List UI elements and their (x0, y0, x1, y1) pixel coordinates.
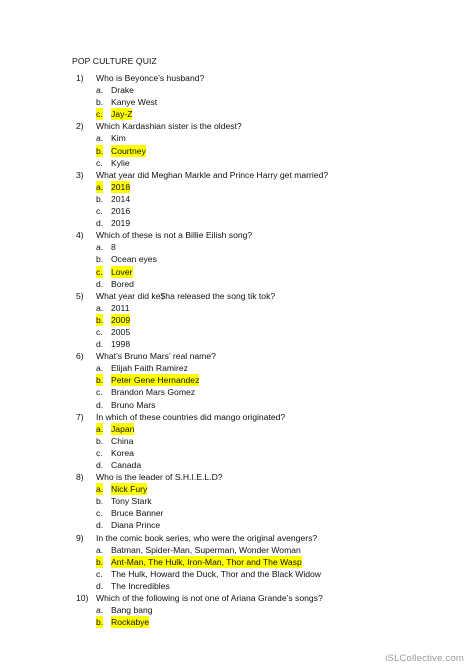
answer-option-highlighted (0, 314, 474, 326)
answer-option (0, 362, 474, 374)
option-text: Peter Gene Hernandez (111, 375, 200, 386)
option-letter: c. (96, 447, 103, 458)
question-text: What year did ke$ha released the song tik tok? (96, 290, 276, 301)
option-letter: b. (96, 314, 104, 325)
option-text: China (111, 435, 134, 446)
option-text: Bruno Mars (111, 399, 156, 410)
option-text: Japan (111, 423, 135, 434)
option-text: Batman, Spider-Man, Superman, Wonder Woman (111, 544, 301, 555)
answer-option (0, 253, 474, 265)
question-text: Which of these is not a Billie Eilish song? (96, 230, 253, 241)
question-8 (0, 471, 474, 483)
question-number: 1) (76, 73, 84, 83)
option-text: Korea (111, 447, 134, 458)
answer-option (0, 459, 474, 471)
question-text: What year did Meghan Markle and Prince Harry get married? (96, 169, 329, 180)
option-letter: c. (96, 568, 103, 579)
option-text: Kanye West (111, 97, 158, 108)
answer-option-highlighted (0, 483, 474, 495)
option-text: Brandon Mars Gomez (111, 387, 196, 398)
watermark: iSLCollective.com (385, 653, 464, 664)
answer-option (0, 338, 474, 350)
option-text: Ant-Man, The Hulk, Iron-Man, Thor and The Wasp (111, 556, 302, 567)
question-9 (0, 532, 474, 544)
option-text: Bored (111, 278, 134, 289)
option-letter: a. (96, 242, 104, 253)
option-text: 2018 (111, 181, 131, 192)
option-text: 2009 (111, 314, 131, 325)
option-letter: a. (96, 302, 104, 313)
answer-option (0, 604, 474, 616)
option-text: 2014 (111, 193, 131, 204)
quiz-title: POP CULTURE QUIZ (72, 56, 157, 66)
option-letter: b. (96, 145, 104, 156)
option-text: Nick Fury (111, 484, 148, 495)
question-text: Which Kardashian sister is the oldest? (96, 121, 242, 132)
question-text: In which of these countries did mango originated? (96, 411, 286, 422)
answer-option (0, 386, 474, 398)
option-letter: b. (96, 435, 104, 446)
option-letter: a. (96, 181, 104, 192)
option-text: 1998 (111, 339, 131, 350)
option-letter: b. (96, 617, 104, 628)
option-text: Ocean eyes (111, 254, 157, 265)
option-text: Bruce Banner (111, 508, 164, 519)
question-text: Who is the leader of S.H.I.E.L.D? (96, 472, 223, 483)
option-text: Jay-Z (111, 109, 133, 120)
option-text: Kim (111, 133, 126, 144)
answer-option (0, 278, 474, 290)
option-letter: a. (96, 544, 104, 555)
option-letter: b. (96, 496, 104, 507)
question-number: 7) (76, 411, 84, 422)
option-letter: d. (96, 399, 104, 410)
option-letter: c. (96, 157, 103, 168)
option-letter: b. (96, 193, 104, 204)
option-letter: d. (96, 218, 104, 229)
question-number: 8) (76, 472, 84, 483)
answer-option-highlighted (0, 181, 474, 193)
option-letter: d. (96, 520, 104, 531)
answer-option-highlighted (0, 616, 474, 628)
answer-option-highlighted (0, 145, 474, 157)
answer-option (0, 326, 474, 338)
option-text: Lover (111, 266, 133, 277)
option-letter: d. (96, 460, 104, 470)
option-text: Bang bang (111, 605, 153, 616)
answer-option (0, 399, 474, 411)
question-text: What’s Bruno Mars’ real name? (96, 351, 216, 362)
question-number: 9) (76, 532, 84, 543)
answer-option (0, 205, 474, 217)
answer-option (0, 302, 474, 314)
option-letter: a. (96, 484, 104, 495)
option-letter: d. (96, 278, 104, 289)
option-text: The Hulk, Howard the Duck, Thor and the Black Widow (111, 568, 322, 579)
question-10 (0, 592, 474, 604)
question-text: Which of the following is not one of Ariana Grande’s songs? (96, 593, 323, 604)
option-letter: a. (96, 605, 104, 616)
option-text: 2016 (111, 206, 131, 217)
question-7 (0, 411, 474, 423)
answer-option-highlighted (0, 423, 474, 435)
question-number: 3) (76, 169, 84, 180)
answer-option (0, 241, 474, 253)
option-text: Canada (111, 460, 142, 470)
option-letter: b. (96, 254, 104, 265)
question-1 (0, 72, 474, 84)
answer-option-highlighted (0, 374, 474, 386)
answer-option (0, 519, 474, 531)
option-letter: d. (96, 339, 104, 350)
option-text: 2011 (111, 302, 130, 313)
question-text: In the comic book series, who were the original avengers? (96, 532, 318, 543)
answer-option (0, 157, 474, 169)
answer-option-highlighted (0, 108, 474, 120)
option-letter: c. (96, 508, 103, 519)
option-letter: a. (96, 363, 104, 374)
question-5 (0, 290, 474, 302)
option-letter: a. (96, 423, 104, 434)
option-text: 2019 (111, 218, 131, 229)
option-text: Elijah Faith Ramirez (111, 363, 188, 374)
option-text: Tony Stark (111, 496, 152, 507)
option-letter: c. (96, 266, 103, 277)
option-letter: c. (96, 387, 103, 398)
answer-option-highlighted (0, 266, 474, 278)
option-text: The Incredibles (111, 580, 170, 591)
question-4 (0, 229, 474, 241)
question-3 (0, 169, 474, 181)
option-letter: b. (96, 97, 104, 108)
option-letter: b. (96, 375, 104, 386)
answer-option (0, 568, 474, 580)
answer-option (0, 132, 474, 144)
answer-option (0, 580, 474, 592)
question-number: 10) (76, 593, 89, 604)
option-letter: a. (96, 133, 104, 144)
option-text: Rockabye (111, 617, 150, 628)
answer-option (0, 217, 474, 229)
option-text: 2005 (111, 326, 131, 337)
question-list (0, 72, 474, 628)
option-letter: c. (96, 109, 103, 120)
option-text: Kylie (111, 157, 130, 168)
question-number: 4) (76, 230, 84, 241)
option-text: Courtney (111, 145, 146, 156)
option-letter: c. (96, 326, 103, 337)
answer-option (0, 193, 474, 205)
answer-option (0, 507, 474, 519)
option-letter: a. (96, 85, 104, 96)
answer-option-highlighted (0, 556, 474, 568)
option-letter: c. (96, 206, 103, 217)
answer-option (0, 96, 474, 108)
question-number: 6) (76, 351, 84, 362)
answer-option (0, 447, 474, 459)
question-text: Who is Beyonce’s husband? (96, 73, 205, 83)
question-number: 2) (76, 121, 84, 132)
option-text: 8 (111, 242, 116, 253)
answer-option (0, 544, 474, 556)
option-text: Diana Prince (111, 520, 161, 531)
answer-option (0, 435, 474, 447)
answer-option (0, 84, 474, 96)
question-2 (0, 120, 474, 132)
option-letter: d. (96, 580, 104, 591)
answer-option (0, 495, 474, 507)
question-6 (0, 350, 474, 362)
question-number: 5) (76, 290, 84, 301)
option-text: Drake (111, 85, 134, 96)
option-letter: b. (96, 556, 104, 567)
